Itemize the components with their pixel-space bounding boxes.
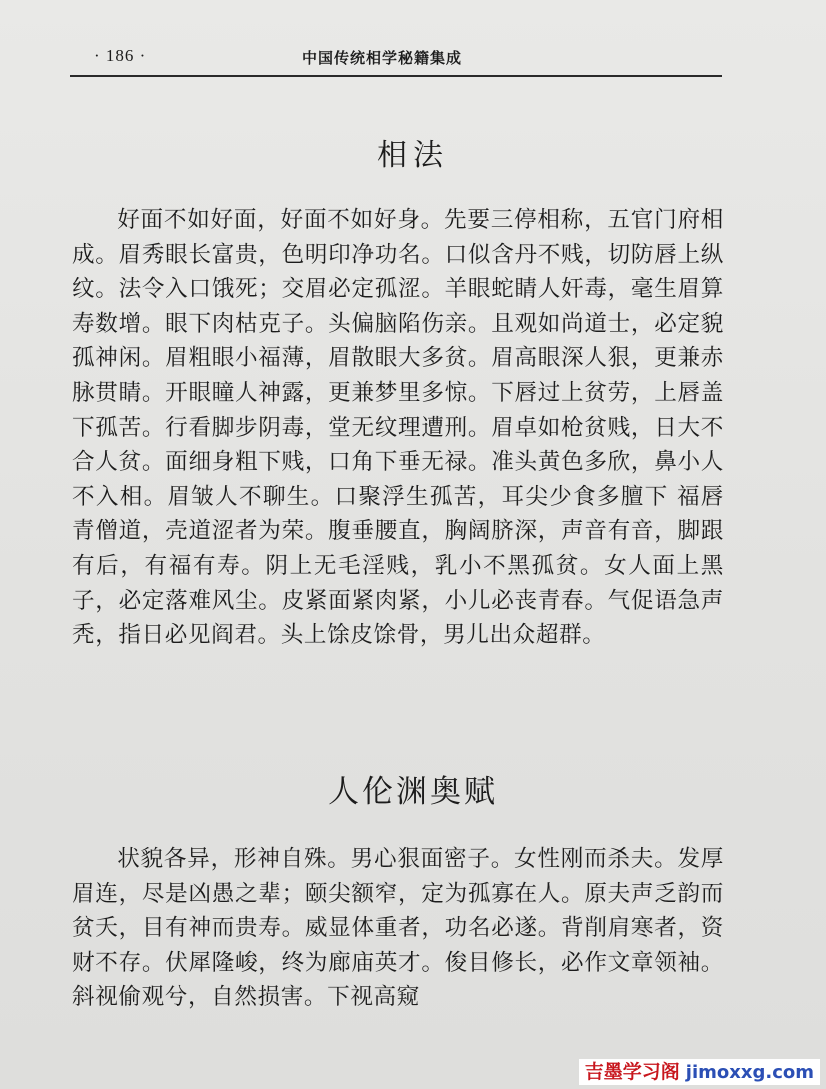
section-paragraph-renlun-yuanao-fu: 状貌各异，形神自殊。男心狠面密子。女性刚而杀夫。发厚眉连，尽是凶愚之辈；颐尖额窄，定为孤寡在人。原夫声乏韵而贫夭，目有神而贵寿。威显体重者，功名必遂。背削肩寒者，资财不存。伏犀隆峻，终为廊庙英才。俊目修长，必作文章领袖。斜视偷观兮，自然损害。下视高窥 <box>72 846 724 1011</box>
watermark-url: jimoxxg.com <box>685 1062 814 1083</box>
watermark-brand-name: 吉墨学习阁 <box>584 1061 680 1083</box>
watermark-brand <box>579 1059 820 1085</box>
running-title: 中国传统相学秘籍集成 <box>302 49 463 67</box>
page-number: · 186 · <box>94 46 147 65</box>
header-rule <box>70 75 722 77</box>
section-title-xiangfa: 相法 <box>377 138 449 173</box>
section-title-renlun-yuanao-fu: 人伦渊奥赋 <box>328 774 498 810</box>
section-paragraph-xiangfa: 好面不如好面，好面不如好身。先要三停相称，五官门府相成。眉秀眼长富贵，色明印净功名。口似含丹不贱，切防唇上纵纹。法令入口饿死；交眉必定孤涩。羊眼蛇睛人奸毒，毫生眉算寿数增。眼下肉枯克子。头偏脑陷伤亲。且观如尚道士，必定貌孤神闲。眉粗眼小福薄，眉散眼大多贫。眉高眼深人狠，更兼赤脉贯睛。开眼瞳人神露，更兼梦里多惊。下唇过上贫劳，上唇盖下孤苦。行看脚步阴毒，堂无纹理遭刑。眉卓如枪贫贱，日大不合人贫。面细身粗下贱，口角下垂无禄。准头黄色多欣，鼻小人不入相。眉皱人不聊生。口聚浮生孤苦，耳尖少食多膻下 福唇青僧道，壳道涩者为荣。腹垂腰直，胸阔脐深，声音有音，脚跟有后，有福有寿。阴上无毛淫贱，乳小不黑孤贫。女人面上黑子，必定落难风尘。皮紧面紧肉紧，小儿必丧青春。气促语急声秃，指日必见阎君。头上馀皮馀骨，男儿出众超群。 <box>72 207 724 649</box>
page-header <box>70 44 722 74</box>
